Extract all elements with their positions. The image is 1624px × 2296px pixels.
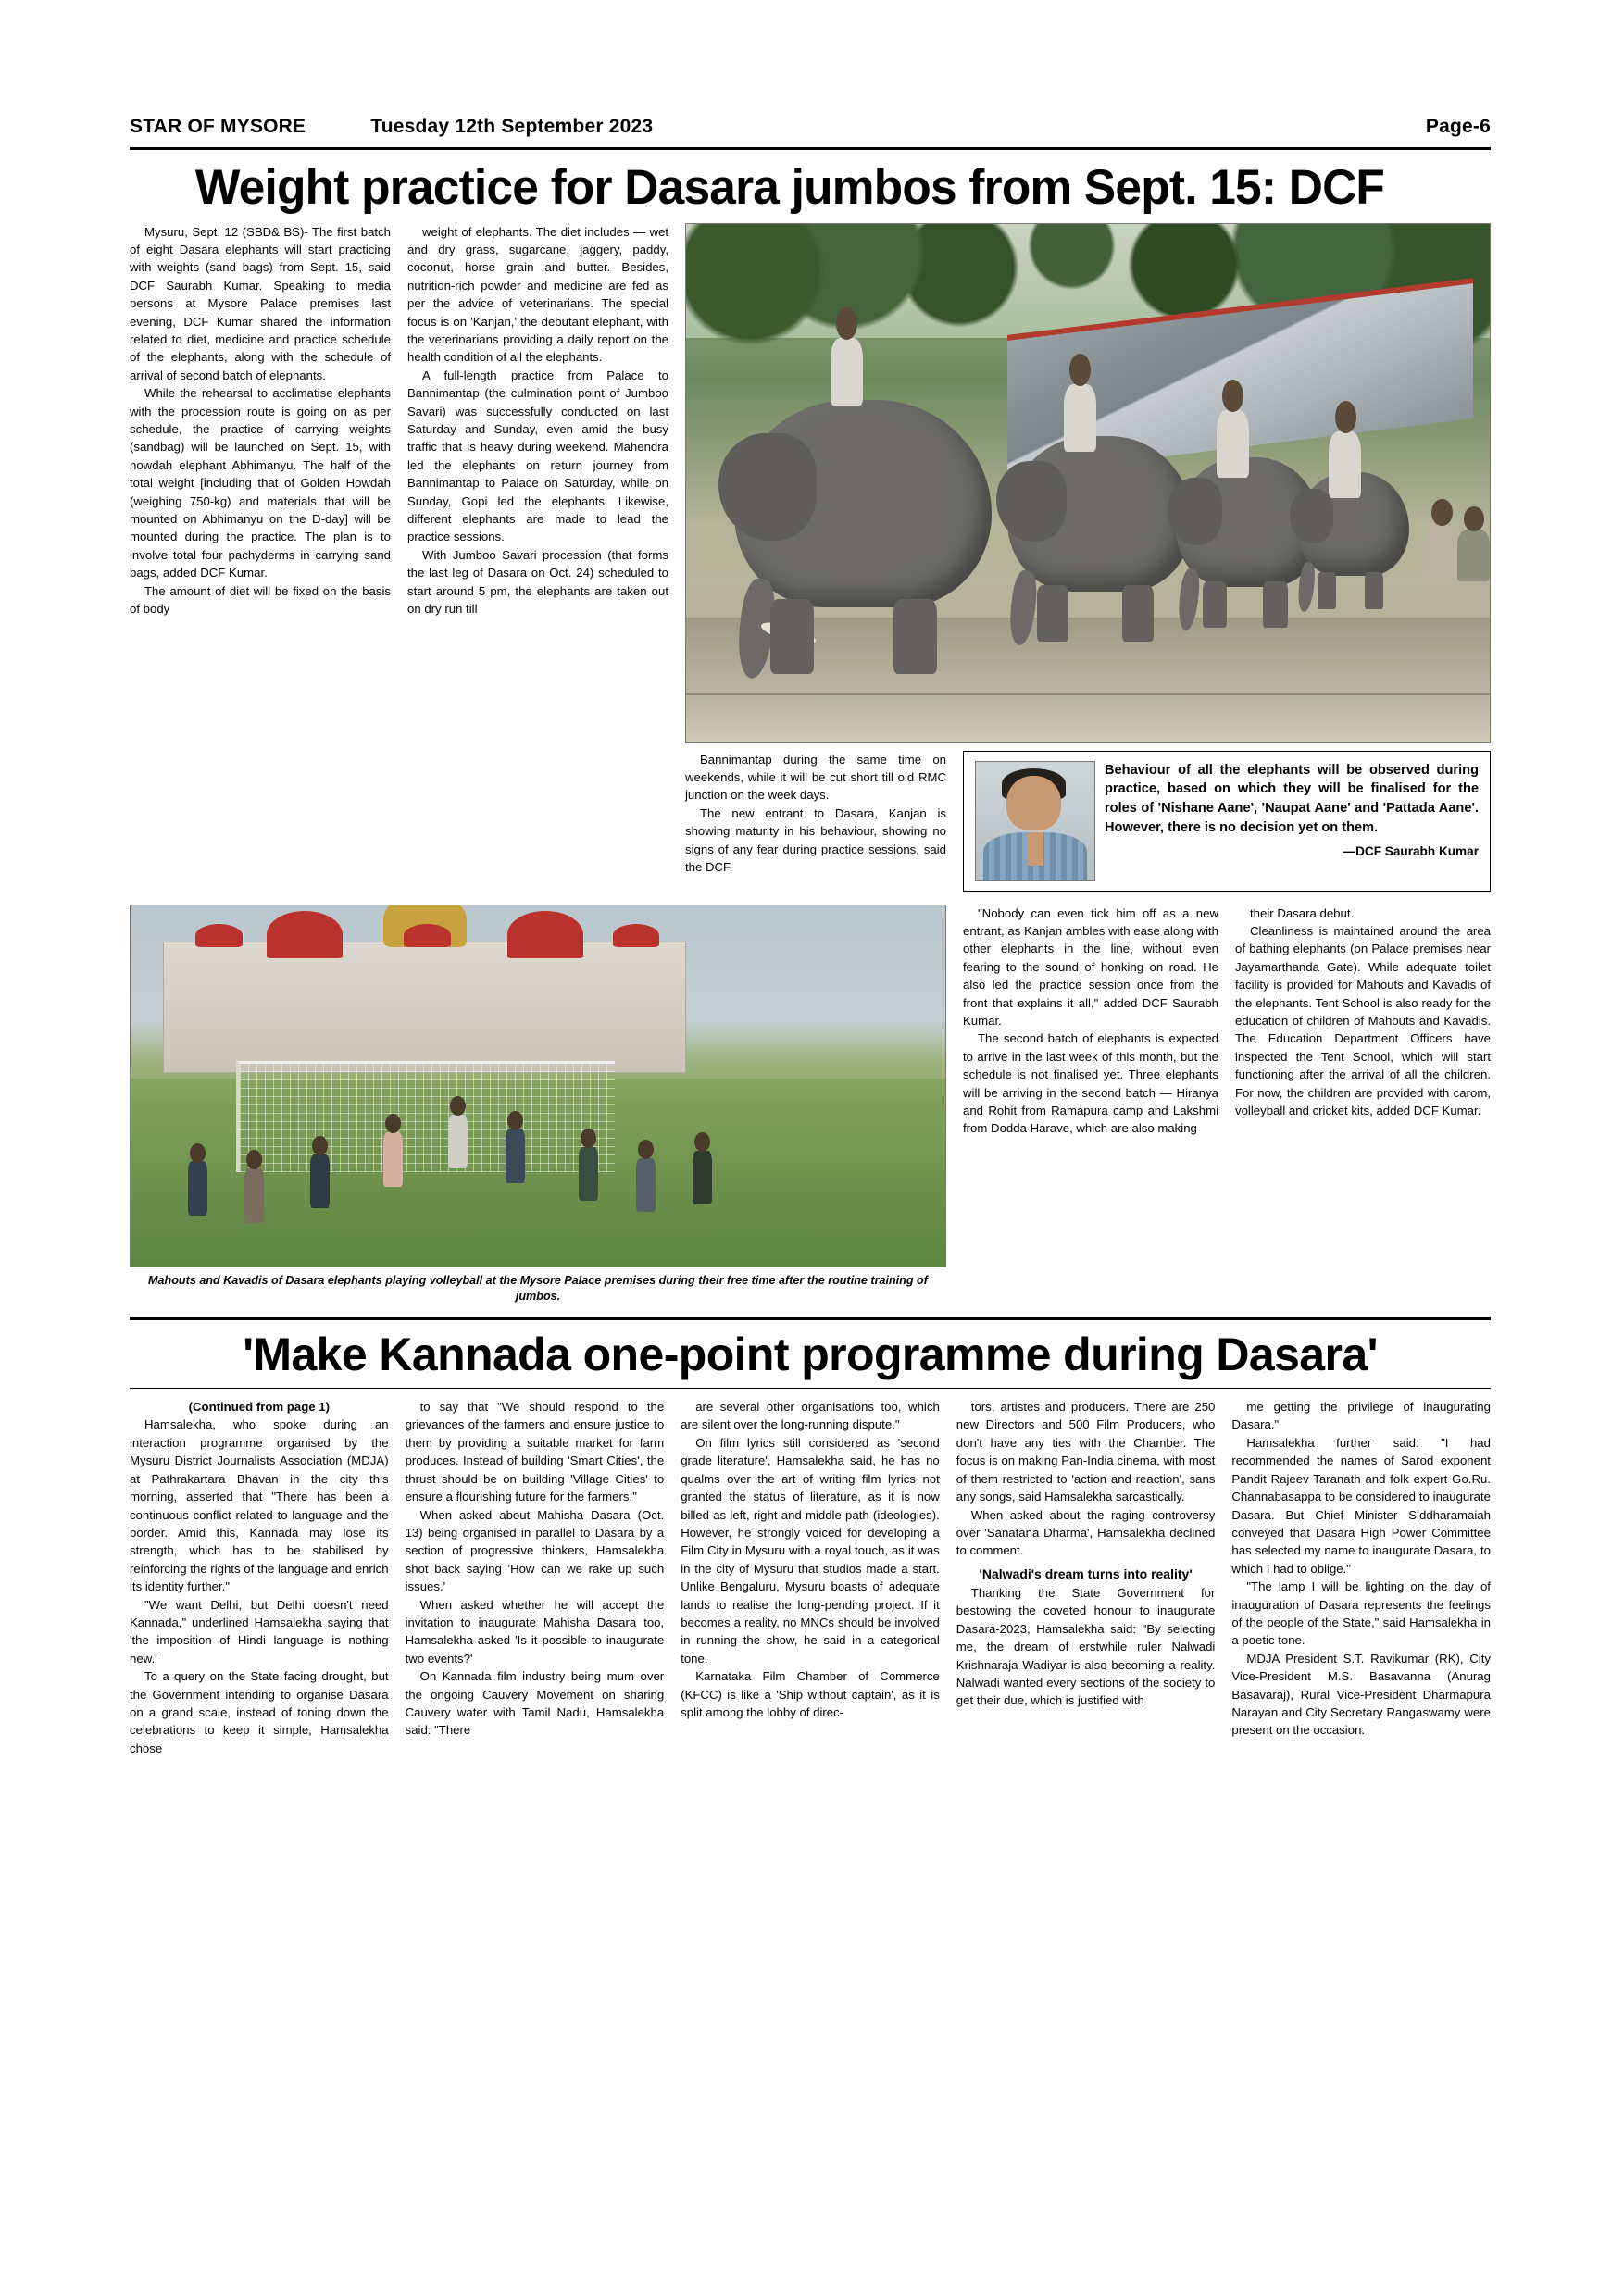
publication-date: Tuesday 12th September 2023 bbox=[370, 116, 654, 137]
paragraph: To a query on the State facing drought, but the Government intending to organise Dasara on a grand scale, instead of toning down the celebrations to keep it simple, Hamsalekha chose bbox=[130, 1669, 389, 1755]
masthead bbox=[130, 116, 1491, 144]
article1-under-photo bbox=[685, 751, 1491, 892]
article1-right-block bbox=[685, 223, 1491, 892]
article2-columns bbox=[130, 1398, 1491, 1757]
paragraph: Karnataka Film Chamber of Commerce (KFCC) is like a 'Ship without captain', as it is split among the lobby of direc- bbox=[681, 1669, 940, 1719]
paragraph: The new entrant to Dasara, Kanjan is showing maturity in his behaviour, showing no signs of any fear during practice sessions, said the DCF. bbox=[685, 805, 946, 875]
paragraph: The second batch of elephants is expected to arrive in the last week of this month, but the schedule is not finalised yet. Three elephants will be arriving in the second batch — Hiranya and Rohit from Ramapura camp and Lakshmi from Dodda Harave, which are also making bbox=[963, 1031, 1218, 1136]
paragraph: The amount of diet will be fixed on the basis of body bbox=[130, 583, 391, 617]
article1-column-2 bbox=[407, 223, 668, 618]
article1-bottom-columns bbox=[130, 905, 1491, 1304]
volleyball-photo bbox=[130, 905, 946, 1267]
paragraph: When asked about the raging controversy over 'Sanatana Dharma', Hamsalekha declined to comment. bbox=[956, 1507, 1216, 1558]
article1-column-5 bbox=[1235, 905, 1491, 1120]
quote-box bbox=[963, 751, 1491, 892]
paragraph: are several other organisations too, which are silent over the long-running dispute." bbox=[681, 1400, 940, 1432]
paragraph: Cleanliness is maintained around the area of bathing elephants (on Palace premises near Jayamarthanda Gate). While adequate toilet facility is provided for Mahouts and Kavadis of the elephants. Tent School is also ready for the education of children of Mahouts and Kavadis. The Education Department Officers have inspected the Tent School, which will start functioning after the arrival of all the children. For now, the children are provided with carom, volleyball and cricket kits, added DCF Kumar. bbox=[1235, 923, 1491, 1118]
paragraph: tors, artistes and producers. There are 250 new Directors and 500 Film Producers, who don't have any ties with the Chamber. The focus is on making Pan-India cinema, with most of them restricted to 'action and reaction', sans any songs, said Hamsalekha sarcastically. bbox=[956, 1400, 1216, 1504]
paragraph: Hamsalekha, who spoke during an interaction programme organised by the Mysuru District Journalists Association (MDJA) at Pathrakartara Bhavan in the city this morning, asserted that "There has been a continuous conflict related to language and the border. Amid this, Kannada may lose its strength, which has to be stabilised by reinforcing the rights of the language and enrich its identity further." bbox=[130, 1417, 389, 1594]
paragraph: A full-length practice from Palace to Bannimantap (the culmination point of Jumboo Savari) was successfully conducted on last Saturday and Sunday, even amid the busy traffic that is heavy during weekend. Mahendra led the elephants on return journey from Bannimantap to Palace on Saturday, while on Sunday, Gopi led the elephants. Likewise, different elephants are made to lead the practice sessions. bbox=[407, 368, 668, 544]
paragraph: When asked about Mahisha Dasara (Oct. 13) being organised in parallel to Dasara by a section of progressive thinkers, Hamsalekha shot back saying 'How can we rake up such issues.' bbox=[405, 1507, 665, 1594]
volleyball-photo-caption: Mahouts and Kavadis of Dasara elephants playing volleyball at the Mysore Palace premises during their free time after the routine training of jumbos. bbox=[148, 1273, 928, 1303]
dcf-portrait-photo bbox=[975, 761, 1095, 881]
paragraph: "Nobody can even tick him off as a new entrant, as Kanjan ambles with ease along with other elephants in the line, without even fearing to the sound of honking on road. He also led the practice session once from the front that explains it all," added DCF Saurabh Kumar. bbox=[963, 905, 1218, 1029]
continued-label: (Continued from page 1) bbox=[188, 1400, 330, 1415]
page-number: Page-6 bbox=[1425, 116, 1491, 137]
paragraph: to say that "We should respond to the grievances of the farmers and ensure justice to them by providing a suitable market for farm produces. Instead of building 'Smart Cities', the thrust should be on building 'Village Cities' to ensure a flourishing future for the farmers." bbox=[405, 1400, 665, 1504]
volleyball-block bbox=[130, 905, 946, 1304]
elephants-photo bbox=[685, 223, 1491, 743]
article1-headline: Weight practice for Dasara jumbos from Sept. 15: DCF bbox=[194, 160, 1385, 215]
paper-name: STAR OF MYSORE bbox=[130, 116, 306, 137]
article1-column-1 bbox=[130, 223, 391, 618]
masthead-rule bbox=[130, 147, 1491, 150]
paragraph: On Kannada film industry being mum over the ongoing Cauvery Movement on sharing Cauvery water with Tamil Nadu, Hamsalekha said: "There bbox=[405, 1669, 665, 1738]
paragraph: When asked whether he will accept the invitation to inaugurate Mahisha Dasara too, Hamsalekha asked 'Is it possible to inaugurate two events?' bbox=[405, 1597, 665, 1666]
article2-column-3 bbox=[681, 1398, 940, 1757]
article2-subhead: 'Nalwadi's dream turns into reality' bbox=[979, 1566, 1193, 1581]
paragraph: Hamsalekha further said: "I had recommended the names of Sarod exponent Pandit Rajeev Taranath and folk expert Go.Ru. Channabasappa to be considered to inaugurate Dasara. But Chief Minister Siddharamaiah conveyed that Dasara High Power Committee has selected my name to inaugurate Dasara, to which I had to oblige." bbox=[1231, 1435, 1491, 1576]
paragraph: "The lamp I will be lighting on the day of inauguration of Dasara represents the feelings of the people of the State," said Hamsalekha in a poetic tone. bbox=[1231, 1579, 1491, 1648]
page-content bbox=[130, 116, 1491, 1757]
article1-column-3 bbox=[685, 751, 946, 892]
paragraph: Thanking the State Government for bestowing the coveted honour to inaugurate Dasara-2023, Hamsalekha said: "By selecting me, the dream of erstwhile ruler Nalwadi Krishnaraja Wadiyar is also becoming a reality. Nalwadi wanted every sections of the society to get their due, which is justified with bbox=[956, 1585, 1216, 1708]
article2-column-1 bbox=[130, 1398, 389, 1757]
article2-column-4 bbox=[956, 1398, 1216, 1757]
paragraph: On film lyrics still considered as 'second grade literature', Hamsalekha said, he has no qualms over the art of writing film lyrics not granted the status of literature, as it is now billed as left, right and middle path (ideologies). However, he strongly voiced for developing a Film City in Mysuru with a royal touch, as it was in the city of Mysuru that studios made a start. Unlike Bengaluru, Mysuru boasts of adequate lands to realise the long-pending project. If it becomes a reality, no MNCs should be involved in running the show, he said in a categorical tone. bbox=[681, 1435, 940, 1666]
article2-headline: 'Make Kannada one-point programme during Dasara' bbox=[243, 1328, 1378, 1380]
article1-column-4 bbox=[963, 905, 1218, 1138]
article2-column-2 bbox=[406, 1398, 665, 1757]
paragraph: With Jumboo Savari procession (that forms the last leg of Dasara on Oct. 24) scheduled to start around 5 pm, the elephants are taken out on dry run till bbox=[407, 547, 668, 617]
article1-quote-area bbox=[963, 751, 1491, 892]
paragraph: While the rehearsal to acclimatise elephants with the procession route is going on as per schedule, the practice of carrying weights (sandbag) will be launched on Sept. 15, with howdah elephant Abhimanyu. The half of the total weight [including that of Golden Howdah (weighing 750-kg) and materials that will be mounted on Abhimanyu on the D-day] will be mounted during the practice. The plan is to involve total four pachyderms in carrying sand bags, added DCF Kumar. bbox=[130, 386, 391, 580]
paragraph: Bannimantap during the same time on weekends, while it will be cut short till old RMC junction on the week days. bbox=[685, 752, 946, 803]
quote-attribution: —DCF Saurabh Kumar bbox=[1343, 844, 1479, 859]
quote-text: Behaviour of all the elephants will be observed during practice, based on which they will be finalised for the roles of 'Nishane Aane', 'Naupat Aane' and 'Pattada Aane'. However, there is no decision yet on them. bbox=[1105, 762, 1479, 835]
section-divider bbox=[130, 1317, 1491, 1320]
article2-column-5 bbox=[1231, 1398, 1491, 1757]
paragraph: MDJA President S.T. Ravikumar (RK), City Vice-President M.S. Basavanna (Anurag Basavaraj), Rural Vice-President Dharmapura Narayan and City Secretary Rangaswamy were present on the occasion. bbox=[1231, 1651, 1491, 1738]
article1-top-columns bbox=[130, 223, 1491, 892]
paragraph: their Dasara debut. bbox=[1250, 905, 1355, 920]
paragraph: "We want Delhi, but Delhi doesn't need Kannada," underlined Hamsalekha saying that 'the imposition of Hindi language is nothing new.' bbox=[130, 1597, 389, 1666]
paragraph: Mysuru, Sept. 12 (SBD& BS)- The first batch of eight Dasara elephants will start practicing with weights (sand bags) from Sept. 15, said DCF Saurabh Kumar. Speaking to media persons at Mysore Palace premises last evening, DCF Kumar shared the information related to diet, medicine and practice schedule of the elephants, along with the schedule of arrival of second batch of elephants. bbox=[130, 224, 391, 382]
paragraph: weight of elephants. The diet includes — wet and dry grass, sugarcane, jaggery, paddy, coconut, horse grain and butter. Besides, nutrition-rich powder and medicine are fed as per the advice of veterinarians. The special focus is on 'Kanjan,' the debutant elephant, with the veterinarians providing a daily report on the health condition of all the elephants. bbox=[407, 224, 668, 365]
paragraph: me getting the privilege of inaugurating Dasara." bbox=[1231, 1400, 1491, 1432]
article2-rule bbox=[130, 1388, 1491, 1389]
